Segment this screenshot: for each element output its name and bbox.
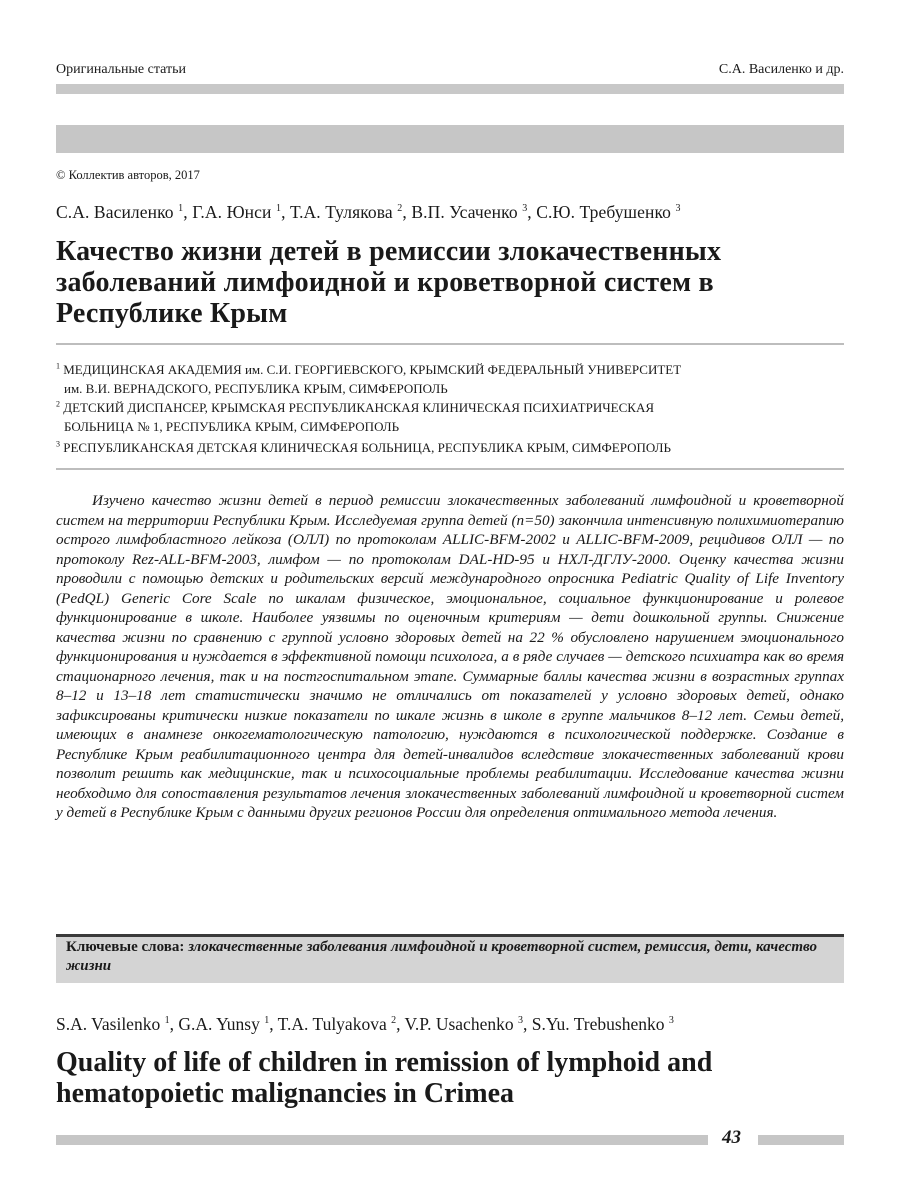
affiliation-line: ДЕТСКИЙ ДИСПАНСЕР, КРЫМСКАЯ РЕСПУБЛИКАНСКАЯ КЛИНИЧЕСКАЯ ПСИХИАТРИЧЕСКАЯ: [63, 400, 655, 415]
author-name: G.A. Yunsy: [178, 1014, 260, 1034]
affiliation-line: БОЛЬНИЦА № 1, РЕСПУБЛИКА КРЫМ, СИМФЕРОПОЛЬ: [64, 419, 400, 434]
author-affiliation-mark: 3: [675, 203, 681, 215]
keywords-terms: злокачественные заболевания лимфоидной и кроветворной систем, ремиссия, дети, качество жизни: [66, 939, 818, 974]
article-title-ru: Качество жизни детей в ремиссии злокачественных заболеваний лимфоидной и кроветворной систем в Республике Крым: [56, 236, 722, 329]
footer-rule-right: [758, 1135, 844, 1145]
header-rule: [56, 84, 844, 94]
author-name: В.П. Усаченко: [411, 202, 518, 222]
keywords-text: [66, 938, 836, 976]
author-name: S.A. Vasilenko: [56, 1014, 161, 1034]
running-header-authors: С.А. Василенко и др.: [718, 62, 844, 77]
affiliation-number: 2: [56, 399, 60, 409]
author-affiliation-mark: 3: [522, 203, 528, 215]
authors-ru: С.А. Василенко $^1$, Г.А. Юнси $^1$, Т.А. Тулякова $^2$, В.П. Усаченко $^3$, С.Ю. Требушенко $^3$: [56, 202, 681, 222]
author-name: С.Ю. Требушенко: [536, 202, 672, 222]
author-name: Г.А. Юнси: [192, 202, 272, 222]
page-number: 43: [722, 1127, 741, 1148]
affiliation-line: МЕДИЦИНСКАЯ АКАДЕМИЯ им. С.И. ГЕОРГИЕВСКОГО, КРЫМСКИЙ ФЕДЕРАЛЬНЫЙ УНИВЕРСИТЕТ: [63, 362, 682, 377]
author-name: S.Yu. Trebushenko: [531, 1014, 665, 1034]
affiliation-number: 1: [56, 361, 60, 371]
author-affiliation-mark: 1: [178, 203, 184, 215]
copyright-line: © Коллектив авторов, 2017: [56, 168, 200, 182]
author-affiliation-mark: 3: [517, 1015, 523, 1027]
affiliation-number: 3: [56, 439, 60, 449]
article-title-en: Quality of life of children in remission of lymphoid and hematopoietic malignancies in Crimea: [56, 1047, 713, 1109]
affiliation-divider: [56, 468, 844, 470]
abstract-ru: Изучено качество жизни детей в период ремиссии злокачественных заболеваний лимфоидной и кроветворной систем на территории Республики Крым. Исследуемая группа детей (n=50) закончила интенсивную полихимиотерапию острого лимфобластного лейкоза (ОЛЛ) по протоколам ALLIC-BFM-2002 и ALLIC-BFM-2009, рецидивов ОЛЛ — по протоколу Rez-ALL-BFM-2003, лимфом — по протоколам DAL-HD-95 и НХЛ-ДГЛУ-2000. Оценку качества жизни проводили с помощью детских и родительских версий международного опросника Pediatric Quality of Life Inventory (PedQL) Generic Core Scale по шкалам физическое, эмоциональное, социальное функционирование и ролевое функционирование в школе. Наиболее уязвимы по оценочным критериям — дети дошкольной группы. Снижение качества жизни по сравнению с группой условно здоровых детей на 22 % обусловлено нарушением эмоционального функционирования и нуждается в эффективной помощи психолога, а в ряде случаев — детского психиатра как во время стационарного лечения, так и на постгоспитальном этапе. Суммарные баллы качества жизни в возрастных группах 8–12 и 13–18 лет статистически значимо не отличались от показателей у условно здоровых детей, однако зафиксированы критически низкие показатели по шкале жизнь в школе в группе мальчиков 8–12 лет. Семьи детей, имеющих в анамнезе онкогематологическую патологию, нуждаются в психологической поддержке. Создание в Республике Крым реабилитационного центра для детей-инвалидов вследствие злокачественных заболеваний крови позволит решить как медицинские, так и психосоциальные проблемы реабилитации. Исследование качества жизни необходимо для сопоставления результатов лечения злокачественных заболеваний лимфоидной и кроветворной систем у детей в Республике Крым с данными других регионов России для определения оптимального метода лечения.: [56, 492, 844, 821]
keywords-label: Ключевые слова:: [66, 939, 185, 955]
header-band: [56, 125, 844, 153]
affiliation-1: [56, 360, 856, 398]
affiliation-line: РЕСПУБЛИКАНСКАЯ ДЕТСКАЯ КЛИНИЧЕСКАЯ БОЛЬНИЦА, РЕСПУБЛИКА КРЫМ, СИМФЕРОПОЛЬ: [63, 440, 671, 455]
affiliation-3: [56, 438, 856, 457]
author-name: С.А. Василенко: [56, 202, 174, 222]
footer-rule: [56, 1135, 708, 1145]
title-divider: [56, 343, 844, 345]
running-header-section: Оригинальные статьи: [56, 62, 186, 77]
author-affiliation-mark: 1: [275, 203, 282, 215]
author-name: V.P. Usachenko: [404, 1014, 514, 1034]
author-affiliation-mark: 1: [264, 1015, 270, 1027]
author-affiliation-mark: 2: [391, 1015, 397, 1027]
affiliation-2: [56, 398, 856, 436]
author-affiliation-mark: 3: [668, 1015, 674, 1027]
affiliation-line: им. В.И. ВЕРНАДСКОГО, РЕСПУБЛИКА КРЫМ, СИМФЕРОПОЛЬ: [64, 381, 448, 396]
author-name: T.A. Tulyakova: [277, 1014, 387, 1034]
author-affiliation-mark: 1: [164, 1015, 170, 1027]
author-affiliation-mark: 2: [397, 203, 403, 215]
author-name: Т.А. Тулякова: [290, 202, 393, 222]
authors-en: S.A. Vasilenko $^1$, G.A. Yunsy $^1$, T.A. Tulyakova $^2$, V.P. Usachenko $^3$, S.Yu. Trebushenko $^3$: [56, 1014, 674, 1034]
